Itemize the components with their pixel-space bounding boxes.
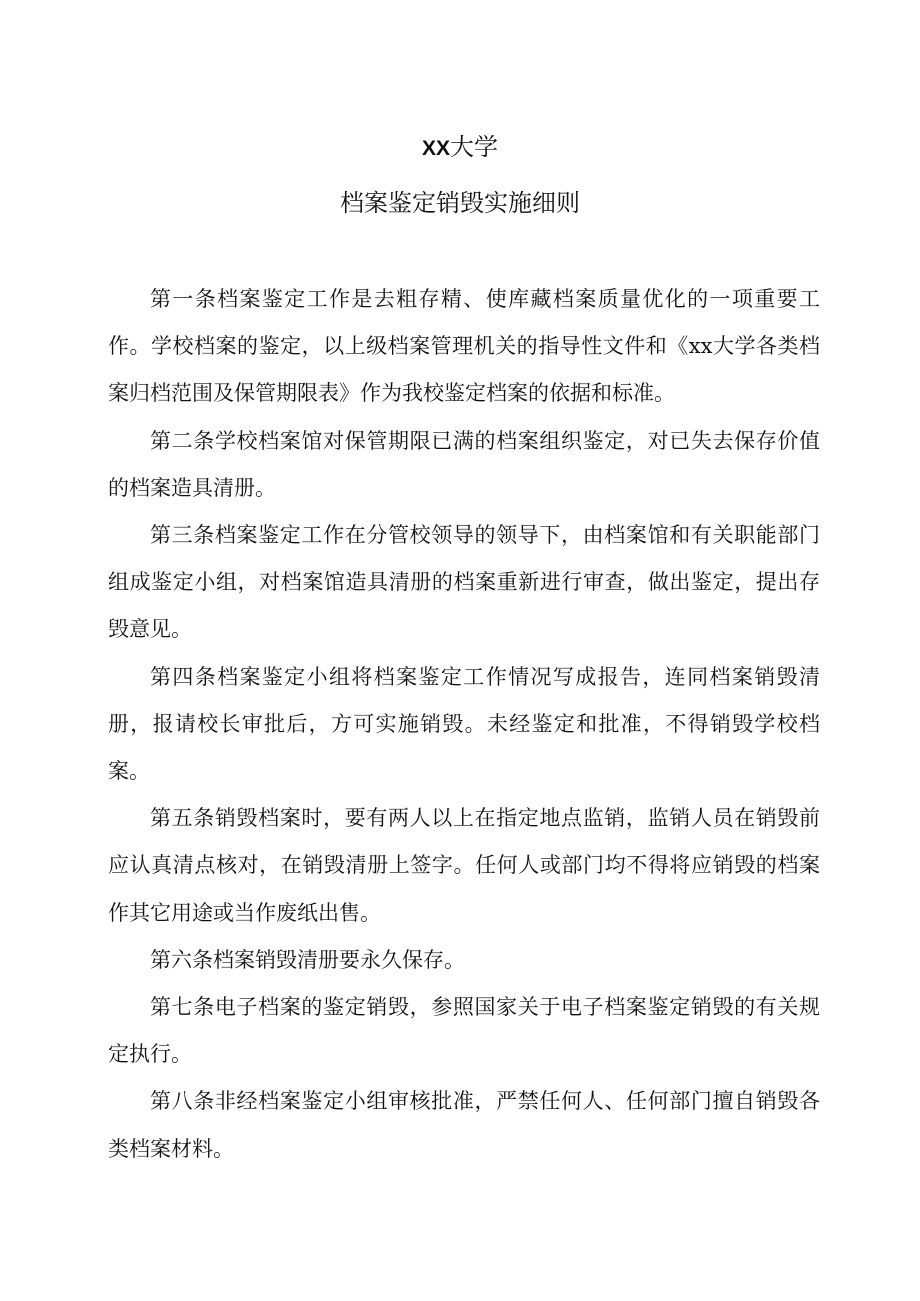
article-1-paragraph: 第一条档案鉴定工作是去粗存精、使库藏档案质量优化的一项重要工作。学校档案的鉴定，以上级档案管理机关的指导性文件和《xx大学各类档案归档范围及保管期限表》作为我校鉴定档案的依据和标准。 (108, 287, 820, 406)
document-title: 档案鉴定销毁实施细则 (340, 189, 580, 217)
document-title-block (0, 133, 920, 217)
article-3-paragraph: 第三条档案鉴定工作在分管校领导的领导下，由档案馆和有关职能部门组成鉴定小组，对档案馆造具清册的档案重新进行审查，做出鉴定，提出存毁意见。 (108, 523, 820, 642)
article-7-paragraph: 第七条电子档案的鉴定销毁，参照国家关于电子档案鉴定销毁的有关规定执行。 (108, 995, 820, 1067)
university-name-abbrev: XX (421, 137, 450, 160)
article-5-paragraph: 第五条销毁档案时，要有两人以上在指定地点监销，监销人员在销毁前应认真清点核对，在销毁清册上签字。任何人或部门均不得将应销毁的档案作其它用途或当作废纸出售。 (108, 806, 820, 925)
university-name-suffix: 大学 (450, 133, 498, 161)
article-2-paragraph: 第二条学校档案馆对保管期限已满的档案组织鉴定，对已失去保存价值的档案造具清册。 (108, 428, 820, 500)
article-4-paragraph: 第四条档案鉴定小组将档案鉴定工作情况写成报告，连同档案销毁清册，报请校长审批后，方可实施销毁。未经鉴定和批准，不得销毁学校档案。 (108, 664, 820, 784)
document-title-university (0, 133, 920, 163)
document-body (108, 276, 820, 1173)
article-8-paragraph: 第八条非经档案鉴定小组审核批准，严禁任何人、任何部门擅自销毁各类档案材料。 (108, 1089, 820, 1161)
article-6-paragraph: 第六条档案销毁清册要永久保存。 (150, 947, 465, 972)
